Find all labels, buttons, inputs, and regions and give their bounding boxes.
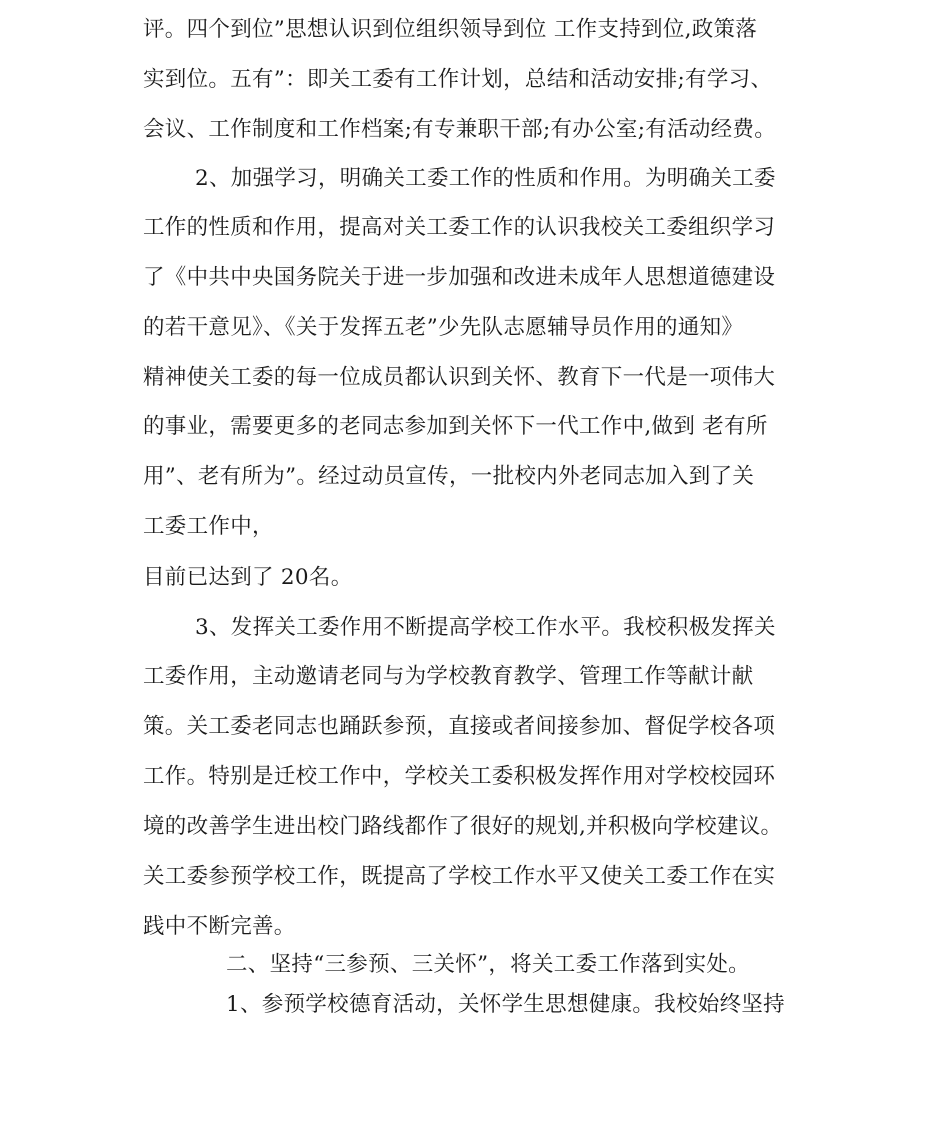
text-line: 工委作用，主动邀请老同与为学校教育教学、管理工作等献计献 — [143, 664, 754, 689]
text-line: 1、参预学校德育活动，关怀学生思想健康。我校始终坚持 — [226, 992, 785, 1017]
text-line: 境的改善学生进出校门路线都作了很好的规划,并积极向学校建议。 — [143, 814, 783, 839]
text-line: 的若干意见》、《关于发挥五老”少先队志愿辅导员作用的通知》 — [143, 315, 744, 340]
text-line: 评。四个到位”思想认识到位组织领导到位 工作支持到位,政策落 — [143, 17, 758, 42]
section-heading: 二、坚持“三参预、三关怀”，将关工委工作落到实处。 — [226, 952, 750, 977]
text-line: 会议、工作制度和工作档案;有专兼职干部;有办公室;有活动经费。 — [143, 117, 777, 142]
text-line: 了《中共中央国务院关于进一步加强和改进未成年人思想道德建设 — [143, 265, 776, 290]
text-line: 用”、老有所为”。经过动员宣传，一批校内外老同志加入到了关 — [143, 464, 755, 489]
text-line: 践中不断完善。 — [143, 914, 296, 939]
text-line: 关工委参预学校工作，既提高了学校工作水平又使关工委工作在实 — [143, 864, 776, 889]
text-line: 3、发挥关工委作用不断提高学校工作水平。我校积极发挥关 — [195, 615, 776, 640]
text-line: 工委工作中， — [143, 514, 274, 539]
text-line: 实到位。五有”：即关工委有工作计划，总结和活动安排;有学习、 — [143, 67, 773, 92]
text-line: 的事业，需要更多的老同志参加到关怀下一代工作中,做到 老有所 — [143, 414, 768, 439]
text-line: 目前已达到了 20名。 — [143, 565, 353, 590]
text-line: 工作的性质和作用，提高对关工委工作的认识我校关工委组织学习 — [143, 215, 776, 240]
text-line: 精神使关工委的每一位成员都认识到关怀、教育下一代是一项伟大 — [143, 365, 776, 390]
text-line: 策。关工委老同志也踊跃参预，直接或者间接参加、督促学校各项 — [143, 714, 776, 739]
text-line: 2、加强学习，明确关工委工作的性质和作用。为明确关工委 — [195, 166, 776, 191]
text-line: 工作。特别是迁校工作中，学校关工委积极发挥作用对学校校园环 — [143, 764, 776, 789]
